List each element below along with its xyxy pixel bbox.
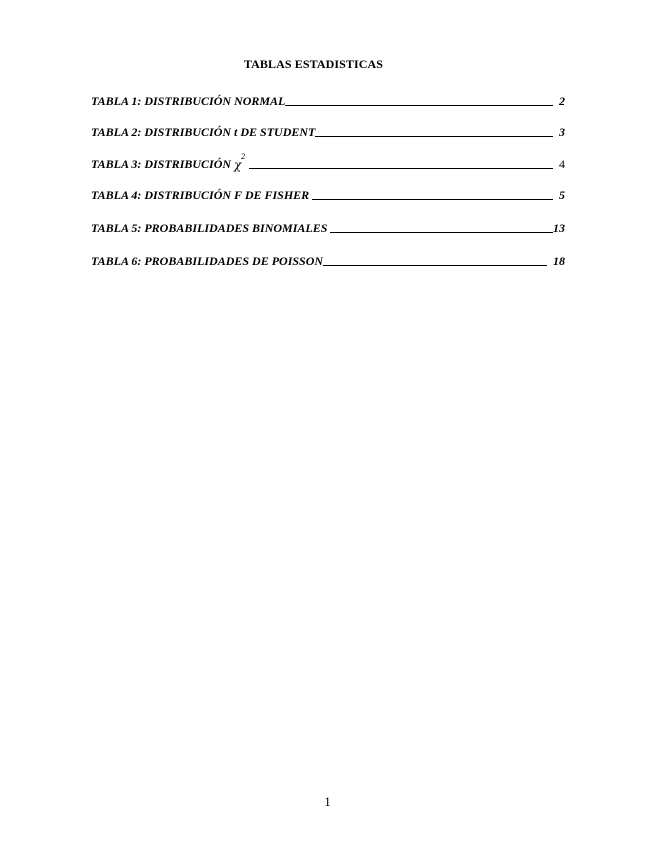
toc-entry-tabla-4[interactable] (91, 185, 565, 203)
toc-entry-label: TABLA 3: DISTRIBUCIÓN (91, 157, 232, 171)
toc-entry-page: 5 (559, 188, 565, 202)
toc-entry-label: TABLA 5: PROBABILIDADES BINOMIALES (91, 221, 328, 235)
toc-entry-tabla-5[interactable] (91, 218, 565, 236)
toc-leader-line (315, 136, 553, 137)
toc-entry-page: 18 (553, 254, 565, 268)
chi-symbol-superscript: 2 (241, 153, 246, 161)
toc-entry-label: TABLA 2: DISTRIBUCIÓN t DE STUDENT (91, 125, 316, 139)
page-title: TABLAS ESTADISTICAS (243, 57, 384, 71)
toc-entry-tabla-6[interactable] (91, 251, 565, 269)
toc-leader-line (330, 232, 553, 233)
toc-entry-tabla-2[interactable] (91, 122, 565, 140)
toc-entry-page: 3 (559, 125, 565, 139)
chi-symbol-letter: χ (234, 158, 242, 172)
toc-entry-page: 2 (559, 94, 565, 108)
toc-entry-label: TABLA 4: DISTRIBUCIÓN F DE FISHER (91, 188, 310, 202)
toc-entry-label: TABLA 6: PROBABILIDADES DE POISSON (91, 254, 324, 268)
page-number: 1 (324, 794, 331, 809)
toc-entry-page: 13 (553, 221, 565, 235)
toc-entry-tabla-3[interactable] (91, 154, 565, 172)
toc-entry-page: 4 (559, 157, 565, 171)
toc-leader-line (312, 199, 553, 200)
chi-square-symbol (234, 153, 246, 172)
toc-leader-line (249, 168, 553, 169)
toc-entry-label: TABLA 1: DISTRIBUCIÓN NORMAL (91, 94, 286, 108)
toc-leader-line (323, 265, 547, 266)
toc-entry-tabla-1[interactable] (91, 91, 565, 109)
toc-leader-line (285, 105, 553, 106)
